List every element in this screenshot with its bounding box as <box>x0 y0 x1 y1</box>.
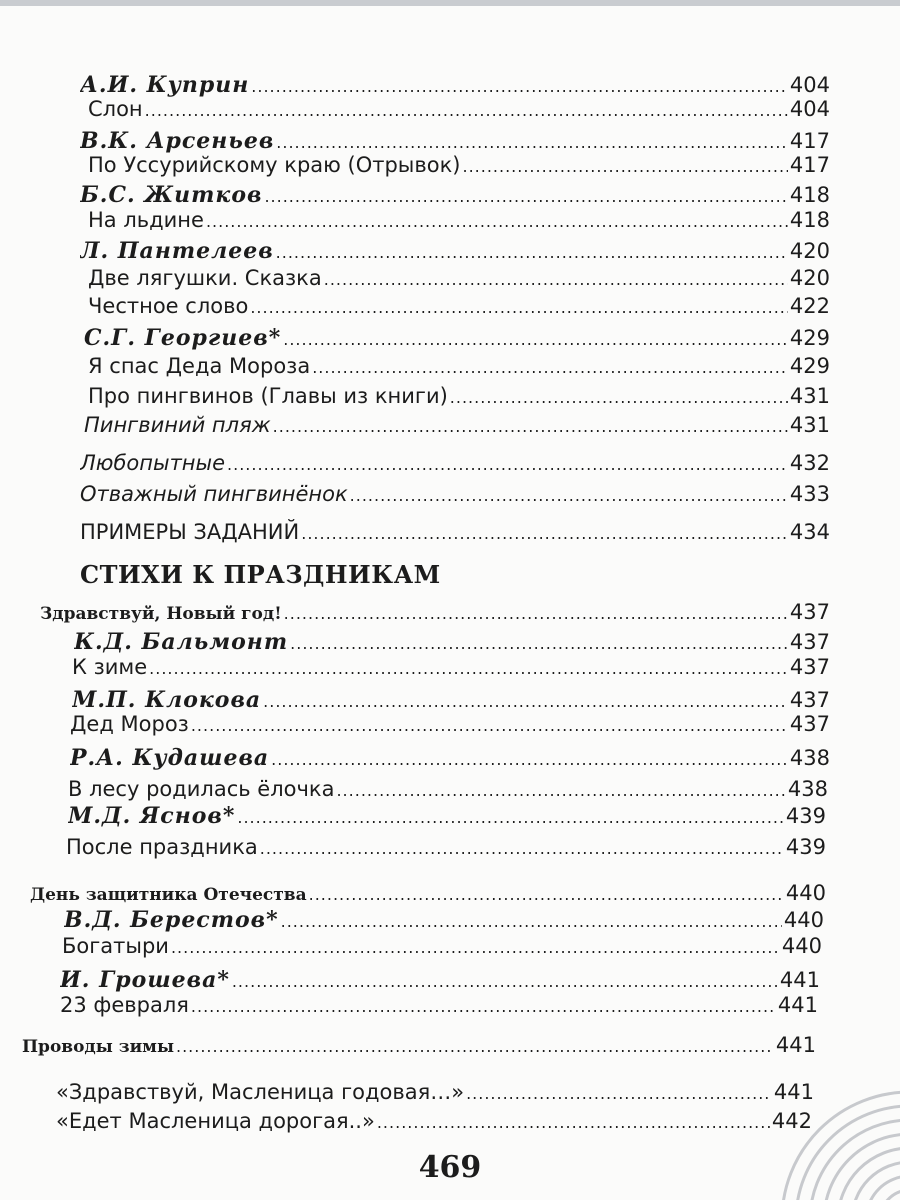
page-number: 469 <box>418 1150 482 1185</box>
entry-label: Любопытные <box>80 451 226 475</box>
leader-dots <box>450 383 788 411</box>
entry-label: Здравствуй, Новый год! <box>40 604 282 624</box>
entry-label: В.Д. Берестов* <box>64 907 279 933</box>
entry-page: 441 <box>775 1033 816 1057</box>
entry-label: Две лягушки. Сказка <box>88 266 322 290</box>
entry-page: 441 <box>773 1080 814 1104</box>
entry-page: 440 <box>781 934 822 958</box>
toc-entry-work <box>88 150 830 180</box>
leader-dots <box>309 880 784 908</box>
entry-page: 404 <box>789 97 830 121</box>
entry-page: 437 <box>789 712 830 736</box>
toc-entry-work <box>68 774 828 804</box>
leader-dots <box>301 519 788 547</box>
toc-entry-group <box>22 1030 816 1060</box>
entry-page: 404 <box>789 73 830 97</box>
entry-label: Слон <box>88 97 143 121</box>
toc-entry-work <box>60 990 818 1020</box>
entry-page: 437 <box>789 688 830 712</box>
entry-page: 433 <box>789 482 830 506</box>
entry-label: Отважный пингвинёнок <box>80 482 348 506</box>
entry-page: 437 <box>789 600 830 624</box>
entry-page: 420 <box>789 266 830 290</box>
entry-label: В.К. Арсеньев <box>80 128 275 154</box>
entry-label: И. Грошева* <box>60 967 230 993</box>
entry-label: «Здравствуй, Масленица годовая…» <box>56 1080 465 1104</box>
toc-entry-work <box>56 1077 814 1107</box>
entry-label: На льдине <box>88 208 204 232</box>
entry-page: 438 <box>787 777 828 801</box>
leader-dots <box>250 293 788 321</box>
leader-dots <box>149 654 788 682</box>
entry-page: 429 <box>789 354 830 378</box>
toc-entry-author <box>68 801 826 831</box>
entry-label: По Уссурийскому краю (Отрывок) <box>88 153 461 177</box>
entry-label: Р.А. Кудашева <box>70 745 270 771</box>
toc-entry-work <box>88 94 830 124</box>
entry-page: 417 <box>789 129 830 153</box>
entry-label: Я спас Деда Мороза <box>88 354 311 378</box>
leader-dots <box>260 834 784 862</box>
toc-entry-work <box>84 410 830 440</box>
entry-label: Дед Мороз <box>70 712 189 736</box>
leader-dots <box>284 599 788 627</box>
leader-dots <box>171 933 780 961</box>
entry-label: М.П. Клокова <box>72 687 262 713</box>
entry-label: М.Д. Яснов* <box>68 803 236 829</box>
entry-page: 439 <box>785 804 826 828</box>
toc-entry-work <box>70 709 830 739</box>
entry-page: 429 <box>789 326 830 350</box>
entry-label: После праздника <box>66 835 258 859</box>
entry-label: А.И. Куприн <box>80 72 250 98</box>
entry-page: 438 <box>789 746 830 770</box>
entry-label: Богатыри <box>62 934 169 958</box>
entry-page: 441 <box>779 968 820 992</box>
leader-dots <box>283 325 788 353</box>
leader-dots <box>237 803 784 831</box>
entry-label: К зиме <box>72 655 148 679</box>
leader-dots <box>324 265 788 293</box>
entry-page: 422 <box>789 294 830 318</box>
leader-dots <box>176 1032 774 1060</box>
entry-page: 441 <box>777 993 818 1017</box>
section-heading: СТИХИ К ПРАЗДНИКАМ <box>80 560 441 589</box>
entry-page: 440 <box>785 881 826 905</box>
toc-entry-work <box>88 291 830 321</box>
entry-label: В лесу родилась ёлочка <box>68 777 335 801</box>
entry-page: 418 <box>789 208 830 232</box>
toc-entry-group <box>40 597 830 627</box>
leader-dots <box>191 992 776 1020</box>
toc-entry-work <box>66 832 826 862</box>
entry-page: 437 <box>789 655 830 679</box>
entry-label: 23 февраля <box>60 993 189 1017</box>
entry-label: ПРИМЕРЫ ЗАДАНИЙ <box>80 520 300 544</box>
entry-page: 432 <box>789 451 830 475</box>
entry-page: 431 <box>789 413 830 437</box>
toc-entry-work <box>88 205 830 235</box>
decorative-rings-icon <box>740 1070 900 1200</box>
entry-page: 417 <box>789 153 830 177</box>
entry-label: С.Г. Георгиев* <box>84 325 282 351</box>
leader-dots <box>206 207 788 235</box>
entry-page: 431 <box>789 384 830 408</box>
entry-label: Б.С. Житков <box>80 182 263 208</box>
entry-page: 440 <box>783 908 824 932</box>
leader-dots <box>191 711 788 739</box>
leader-dots <box>273 412 788 440</box>
entry-label: Л. Пантелеев <box>80 238 274 264</box>
toc-entry-author <box>70 743 830 773</box>
leader-dots <box>312 353 788 381</box>
entry-label: Пингвиний пляж <box>84 413 271 437</box>
entry-label: Проводы зимы <box>22 1037 174 1057</box>
toc-entry-work <box>56 1106 812 1136</box>
leader-dots <box>145 96 788 124</box>
leader-dots <box>350 481 788 509</box>
toc-entry-author <box>84 323 830 353</box>
entry-label: «Едет Масленица дорогая..» <box>56 1109 375 1133</box>
toc-entry-work <box>80 448 830 478</box>
toc-entry-group <box>30 878 826 908</box>
entry-label: К.Д. Бальмонт <box>74 629 289 655</box>
entry-page: 420 <box>789 239 830 263</box>
toc-entry-work <box>88 381 830 411</box>
leader-dots <box>466 1079 772 1107</box>
entry-page: 442 <box>771 1109 812 1133</box>
toc-entry-work <box>80 479 830 509</box>
entry-label: День защитника Отечества <box>30 885 307 905</box>
leader-dots <box>271 745 788 773</box>
leader-dots <box>462 152 787 180</box>
toc-entry-work <box>80 517 830 547</box>
entry-page: 437 <box>789 630 830 654</box>
entry-page: 439 <box>785 835 826 859</box>
toc-entry-work <box>88 263 830 293</box>
entry-page: 434 <box>789 520 830 544</box>
toc-entry-work <box>72 652 830 682</box>
top-rule <box>0 0 900 6</box>
entry-label: Про пингвинов (Главы из книги) <box>88 384 448 408</box>
toc-entry-author <box>80 236 830 266</box>
leader-dots <box>377 1108 770 1136</box>
leader-dots <box>227 450 788 478</box>
entry-page: 418 <box>789 183 830 207</box>
entry-label: Честное слово <box>88 294 249 318</box>
toc-entry-work <box>88 351 830 381</box>
leader-dots <box>276 238 788 266</box>
leader-dots <box>336 776 785 804</box>
toc-entry-work <box>62 931 822 961</box>
